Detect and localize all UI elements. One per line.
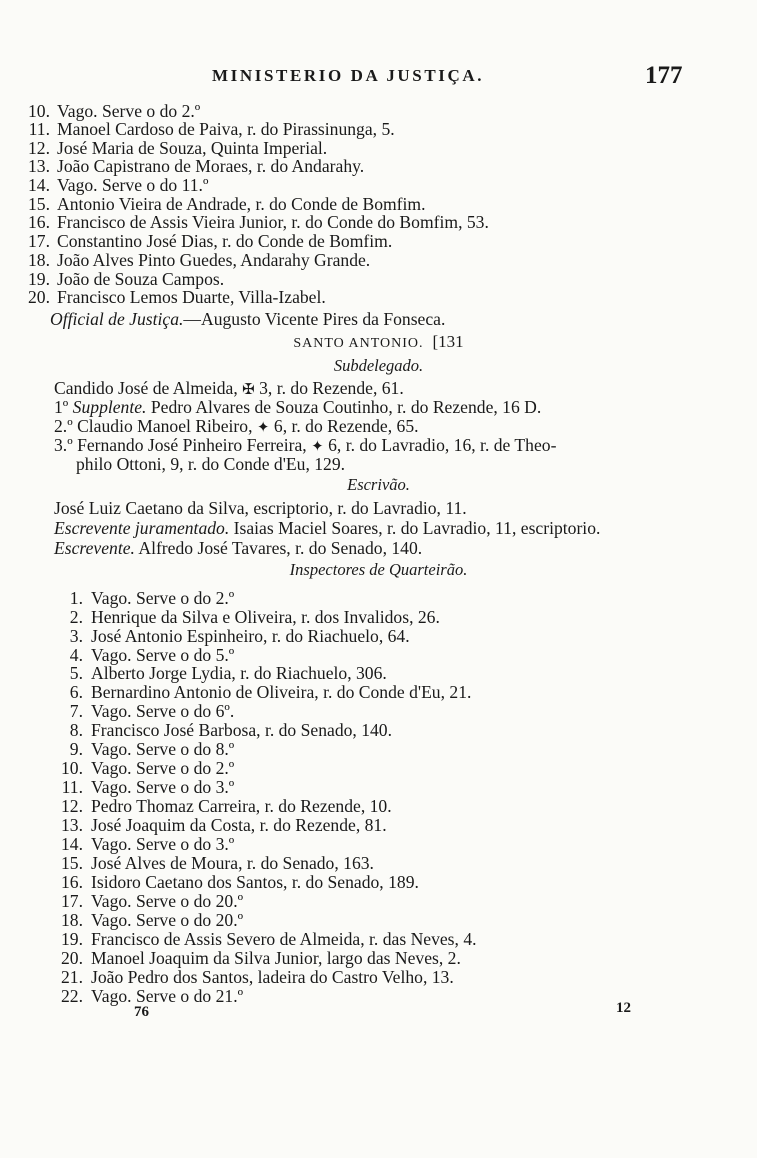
supplente-line: 3.º Fernando José Pinheiro Ferreira, ✦ 6, r. do Lavradio, 16, r. de Theo-	[54, 435, 557, 455]
list-item: 17. Vago. Serve o do 20.º	[61, 891, 244, 911]
escrevente-line: Escrevente. Alfredo José Tavares, r. do Senado, 140.	[54, 538, 423, 558]
list-item: 11. Manoel Cardoso de Paiva, r. do Pirassinunga, 5.	[28, 119, 395, 139]
list-item: 5. Alberto Jorge Lydia, r. do Riachuelo, 306.	[69, 663, 387, 683]
page-header	[0, 62, 757, 96]
list-item: 20. Manoel Joaquim da Silva Junior, largo das Neves, 2.	[61, 948, 461, 968]
list-item: 8. Francisco José Barbosa, r. do Senado, 140.	[69, 720, 393, 740]
list-item: 10. Vago. Serve o do 2.º	[28, 101, 201, 121]
list-item: 3. José Antonio Espinheiro, r. do Riachuelo, 64.	[69, 626, 410, 646]
subdelegado-line: Candido José de Almeida, ✠ 3, r. do Rezende, 61.	[54, 378, 404, 398]
official-line: Official de Justiça.—Augusto Vicente Pires da Fonseca.	[50, 309, 446, 329]
escrivao-heading: Escrivão.	[347, 475, 410, 494]
list-item: 18. Vago. Serve o do 20.º	[61, 910, 244, 930]
inspectores-heading: Inspectores de Quarteirão.	[289, 560, 468, 579]
list-item: 1. Vago. Serve o do 2.º	[69, 588, 235, 608]
section-title: SANTO ANTONIO. [131	[293, 332, 464, 351]
supplente-line-continuation: philo Ottoni, 9, r. do Conde d'Eu, 129.	[76, 454, 346, 474]
signature-mark-right: 12	[616, 1000, 631, 1016]
list-item: 15. Antonio Vieira de Andrade, r. do Conde de Bomfim.	[28, 194, 426, 214]
list-item: 16. Isidoro Caetano dos Santos, r. do Senado, 189.	[61, 872, 419, 892]
subdelegado-heading: Subdelegado.	[333, 356, 424, 375]
list-item: 11. Vago. Serve o do 3.º	[61, 777, 235, 797]
cross-icon: ✠	[242, 382, 255, 398]
list-item: 17. Constantino José Dias, r. do Conde de Bomfim.	[28, 231, 393, 251]
list-item: 6. Bernardino Antonio de Oliveira, r. do Conde d'Eu, 21.	[69, 682, 472, 702]
running-title: MINISTERIO DA JUSTIÇA.	[212, 66, 485, 85]
list-item: 15. José Alves de Moura, r. do Senado, 163.	[61, 853, 374, 873]
list-item: 9. Vago. Serve o do 8.º	[69, 739, 235, 759]
list-item: 12. Pedro Thomaz Carreira, r. do Rezende, 10.	[61, 796, 392, 816]
list-item: 7. Vago. Serve o do 6º.	[69, 701, 235, 721]
escrevente-line: Escrevente juramentado. Isaias Maciel Soares, r. do Lavradio, 11, escriptorio.	[54, 518, 601, 538]
supplente-line: 1º Supplente. Pedro Alvares de Souza Coutinho, r. do Rezende, 16 D.	[54, 397, 542, 417]
star-icon: ✦	[256, 420, 270, 436]
star-icon: ✦	[311, 439, 324, 455]
list-item: 13. José Joaquim da Costa, r. do Rezende, 81.	[61, 815, 387, 835]
signature-mark-left: 76	[134, 1004, 149, 1020]
page-number: 177	[645, 62, 683, 89]
list-item: 19. Francisco de Assis Severo de Almeida, r. das Neves, 4.	[61, 929, 477, 949]
list-item: 12. José Maria de Souza, Quinta Imperial.	[28, 138, 328, 158]
list-item: 10. Vago. Serve o do 2.º	[61, 758, 235, 778]
list-item: 19. João de Souza Campos.	[28, 269, 225, 289]
list-item: 20. Francisco Lemos Duarte, Villa-Izabel.	[28, 287, 326, 307]
list-item: 21. João Pedro dos Santos, ladeira do Castro Velho, 13.	[61, 967, 454, 987]
list-item: 22. Vago. Serve o do 21.º	[61, 986, 244, 1006]
list-item: 2. Henrique da Silva e Oliveira, r. dos Invalidos, 26.	[69, 607, 440, 627]
list-item: 16. Francisco de Assis Vieira Junior, r. do Conde do Bomfim, 53.	[28, 212, 489, 232]
list-item: 13. João Capistrano de Moraes, r. do Andarahy.	[28, 156, 365, 176]
list-item: 14. Vago. Serve o do 3.º	[61, 834, 235, 854]
list-item: 18. João Alves Pinto Guedes, Andarahy Grande.	[28, 250, 371, 270]
list-item: 4. Vago. Serve o do 5.º	[69, 645, 235, 665]
escrivao-line: José Luiz Caetano da Silva, escriptorio, r. do Lavradio, 11.	[54, 498, 467, 518]
list-item: 14. Vago. Serve o do 11.º	[28, 175, 209, 195]
supplente-line: 2.º Claudio Manoel Ribeiro, ✦ 6, r. do Rezende, 65.	[54, 416, 419, 436]
